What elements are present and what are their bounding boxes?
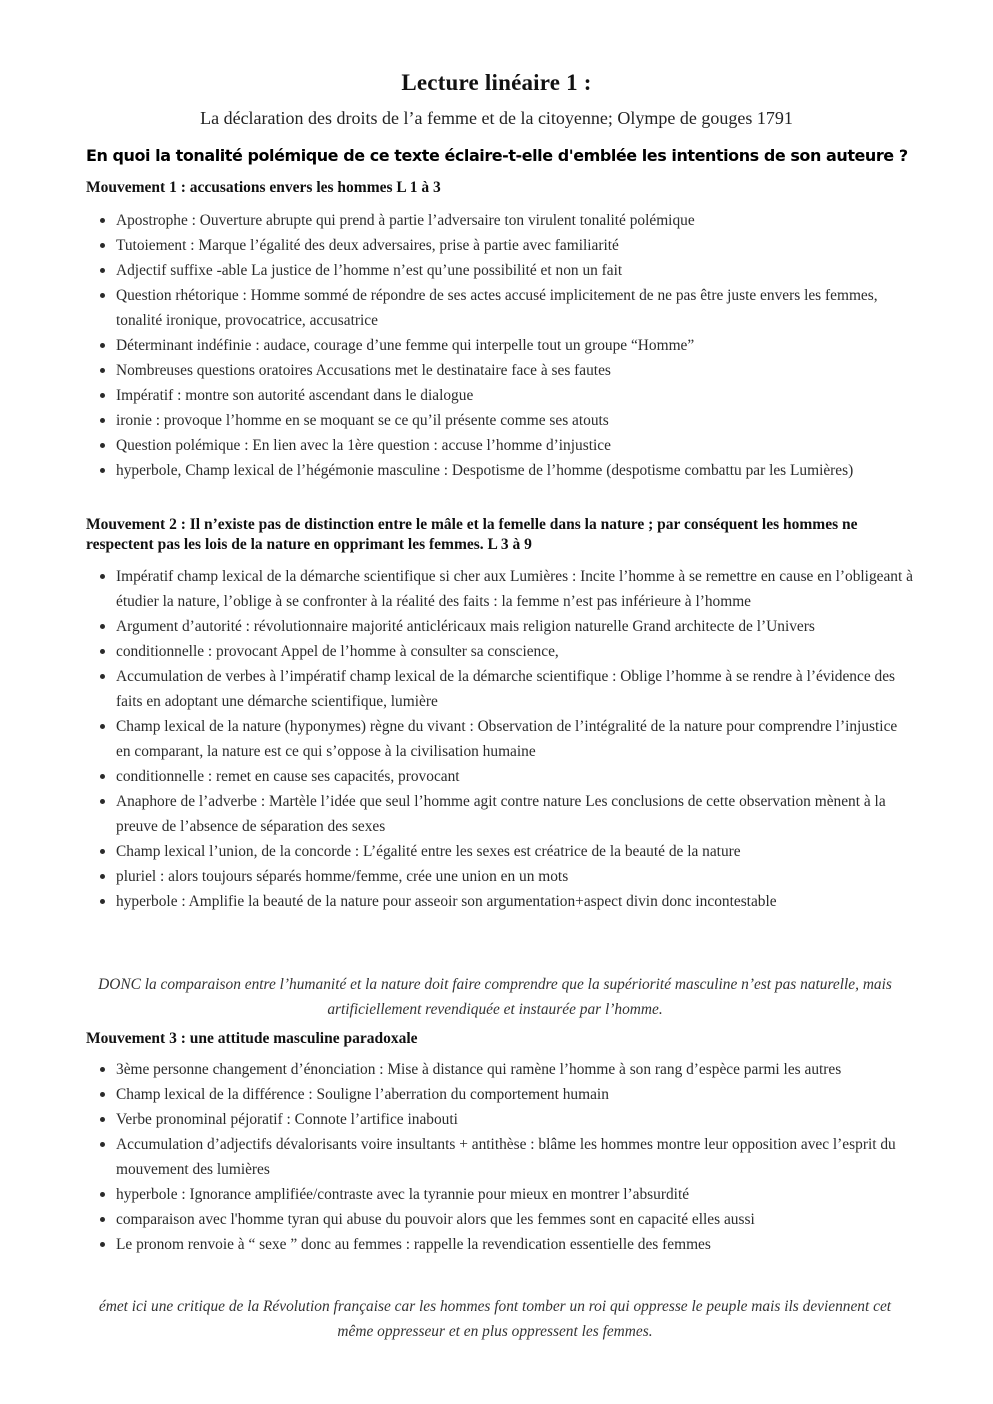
movement-3-conclusion: émet ici une critique de la Révolution française car les hommes font tomber un roi qui oppresse le peuple mais ils deviennent cet même oppresseur et en plus oppressent les femmes.	[98, 1298, 892, 1340]
list-item: Accumulation de verbes à l’impératif champ lexical de la démarche scientifique : Oblige l’homme à se rendre à l’évidence des faits en adoptant une démarche scientifique, lumière	[98, 664, 913, 714]
list-item: Accumulation d’adjectifs dévalorisants voire insultants + antithèse : blâme les hommes montre leur opposition avec l’esprit du mouvement des lumières	[98, 1132, 913, 1182]
list-item: 3ème personne changement d’énonciation : Mise à distance qui ramène l’homme à son rang d’espèce parmi les autres	[98, 1057, 913, 1082]
list-item: ironie : provoque l’homme en se moquant se ce qu’il présente comme ses atouts	[98, 408, 913, 433]
list-item: hyperbole, Champ lexical de l’hégémonie masculine : Despotisme de l’homme (despotisme combattu par les Lumières)	[98, 458, 913, 483]
movement-1-list	[98, 208, 913, 483]
list-item: Champ lexical de la différence : Souligne l’aberration du comportement humain	[98, 1082, 913, 1107]
list-item: conditionnelle : remet en cause ses capacités, provocant	[98, 764, 913, 789]
list-item: Question rhétorique : Homme sommé de répondre de ses actes accusé implicitement de ne pas être juste envers les femmes, tonalité ironique, provocatrice, accusatrice	[98, 283, 913, 333]
list-item: Impératif champ lexical de la démarche scientifique si cher aux Lumières : Incite l’homme à se remettre en cause en l’obligeant à étudier la nature, l’oblige à se confronter à la réalité des faits : la femme n’est pas inférieure à l’homme	[98, 564, 913, 614]
list-item: Adjectif suffixe -able La justice de l’homme n’est qu’une possibilité et non un fait	[98, 258, 913, 283]
list-item: hyperbole : Ignorance amplifiée/contraste avec la tyrannie pour mieux en montrer l’absurdité	[98, 1182, 913, 1207]
movement-2-list	[98, 564, 913, 914]
list-item: Argument d’autorité : révolutionnaire majorité anticléricaux mais religion naturelle Grand architecte de l’Univers	[98, 614, 913, 639]
list-item: Champ lexical l’union, de la concorde : L’égalité entre les sexes est créatrice de la beauté de la nature	[98, 839, 913, 864]
problem-question: En quoi la tonalité polémique de ce texte éclaire-t-elle d'emblée les intentions de son auteure ?	[86, 146, 908, 165]
list-item: Tutoiement : Marque l’égalité des deux adversaires, prise à partie avec familiarité	[98, 233, 913, 258]
list-item: Question polémique : En lien avec la 1ère question : accuse l’homme d’injustice	[98, 433, 913, 458]
list-item: Champ lexical de la nature (hyponymes) règne du vivant : Observation de l’intégralité de la nature pour comprendre l’injustice en comparant, la nature est ce qui s’oppose à la civilisation humaine	[98, 714, 913, 764]
list-item: Nombreuses questions oratoires Accusations met le destinataire face à ses fautes	[98, 358, 913, 383]
page-title: Lecture linéaire 1 :	[401, 70, 592, 95]
page-subtitle: La déclaration des droits de l’a femme et de la citoyenne; Olympe de gouges 1791	[200, 108, 793, 128]
movement-3-heading: Mouvement 3 : une attitude masculine paradoxale	[86, 1030, 418, 1047]
list-item: hyperbole : Amplifie la beauté de la nature pour asseoir son argumentation+aspect divin donc incontestable	[98, 889, 913, 914]
list-item: Le pronom renvoie à “ sexe ” donc au femmes : rappelle la revendication essentielle des femmes	[98, 1232, 913, 1257]
list-item: Anaphore de l’adverbe : Martèle l’idée que seul l’homme agit contre nature Les conclusions de cette observation mènent à la preuve de l’absence de séparation des sexes	[98, 789, 913, 839]
list-item: comparaison avec l'homme tyran qui abuse du pouvoir alors que les femmes sont en capacité elles aussi	[98, 1207, 913, 1232]
list-item: Verbe pronominal péjoratif : Connote l’artifice inabouti	[98, 1107, 913, 1132]
list-item: conditionnelle : provocant Appel de l’homme à consulter sa conscience,	[98, 639, 913, 664]
movement-3-list	[98, 1057, 913, 1257]
movement-1-heading: Mouvement 1 : accusations envers les hommes L 1 à 3	[86, 179, 441, 196]
movement-2-conclusion: DONC la comparaison entre l’humanité et la nature doit faire comprendre que la supériorité masculine n’est pas naturelle, mais artificiellement revendiquée et instaurée par l’homme.	[98, 976, 892, 1018]
list-item: Apostrophe : Ouverture abrupte qui prend à partie l’adversaire ton virulent tonalité polémique	[98, 208, 913, 233]
list-item: pluriel : alors toujours séparés homme/femme, crée une union en un mots	[98, 864, 913, 889]
movement-2-heading: Mouvement 2 : Il n’existe pas de distinction entre le mâle et la femelle dans la nature ; par conséquent les hommes ne respectent pas les lois de la nature en opprimant les femmes. L 3 à 9	[86, 516, 858, 553]
list-item: Impératif : montre son autorité ascendant dans le dialogue	[98, 383, 913, 408]
list-item: Déterminant indéfinie : audace, courage d’une femme qui interpelle tout un groupe “Homme”	[98, 333, 913, 358]
